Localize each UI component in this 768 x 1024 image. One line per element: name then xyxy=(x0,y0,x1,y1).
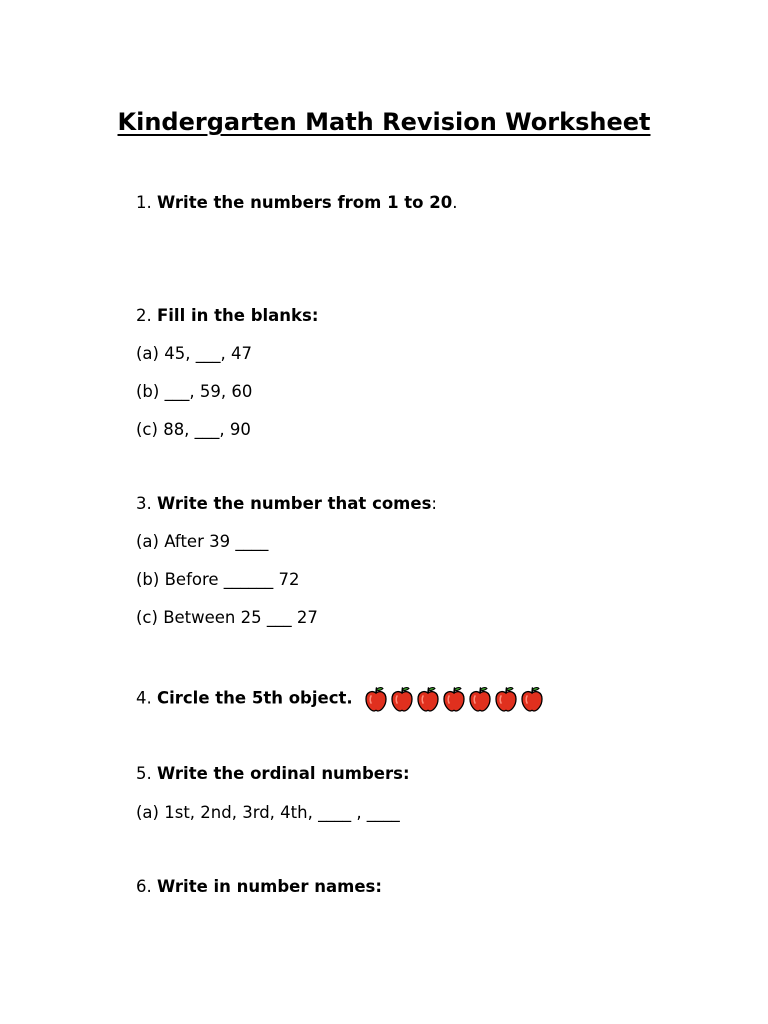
question-number: 3. xyxy=(136,494,157,513)
question-number: 1. xyxy=(136,193,157,212)
question-text: Write the number that comes xyxy=(157,494,432,513)
question-text: Write the ordinal numbers: xyxy=(157,764,410,783)
question-2 xyxy=(136,305,318,327)
question-number: 2. xyxy=(136,306,157,325)
question-text: Fill in the blanks: xyxy=(157,306,319,325)
question-punctuation: : xyxy=(431,494,437,513)
apple-icon[interactable] xyxy=(416,686,440,712)
apple-icon[interactable] xyxy=(468,686,492,712)
question-punctuation: . xyxy=(452,193,458,212)
question-number: 5. xyxy=(136,764,157,783)
apple-icon[interactable] xyxy=(442,686,466,712)
question-5 xyxy=(136,763,410,785)
answer-item: (a) After 39 ____ xyxy=(136,532,269,551)
question-number: 6. xyxy=(136,877,157,896)
question-1 xyxy=(136,192,457,214)
worksheet-title: Kindergarten Math Revision Worksheet xyxy=(117,108,651,136)
answer-item: (b) Before ______ 72 xyxy=(136,570,300,589)
answer-item: (c) 88, ___, 90 xyxy=(136,420,251,439)
apple-icon[interactable] xyxy=(494,686,518,712)
question-text: Write the numbers from 1 to 20 xyxy=(157,193,453,212)
answer-item: (a) 1st, 2nd, 3rd, 4th, ____ , ____ xyxy=(136,803,400,822)
question-number: 4. xyxy=(136,688,157,708)
question-text: Circle the 5th object. xyxy=(157,688,353,708)
question-text: Write in number names: xyxy=(157,877,382,896)
apple-icon[interactable] xyxy=(390,686,414,712)
question-3 xyxy=(136,493,437,515)
answer-item: (a) 45, ___, 47 xyxy=(136,344,252,363)
apple-row xyxy=(364,686,546,712)
answer-item: (b) ___, 59, 60 xyxy=(136,382,253,401)
question-6 xyxy=(136,876,382,898)
answer-item: (c) Between 25 ___ 27 xyxy=(136,608,318,627)
apple-icon[interactable] xyxy=(520,686,544,712)
apple-icon[interactable] xyxy=(364,686,388,712)
question-4 xyxy=(136,686,546,712)
